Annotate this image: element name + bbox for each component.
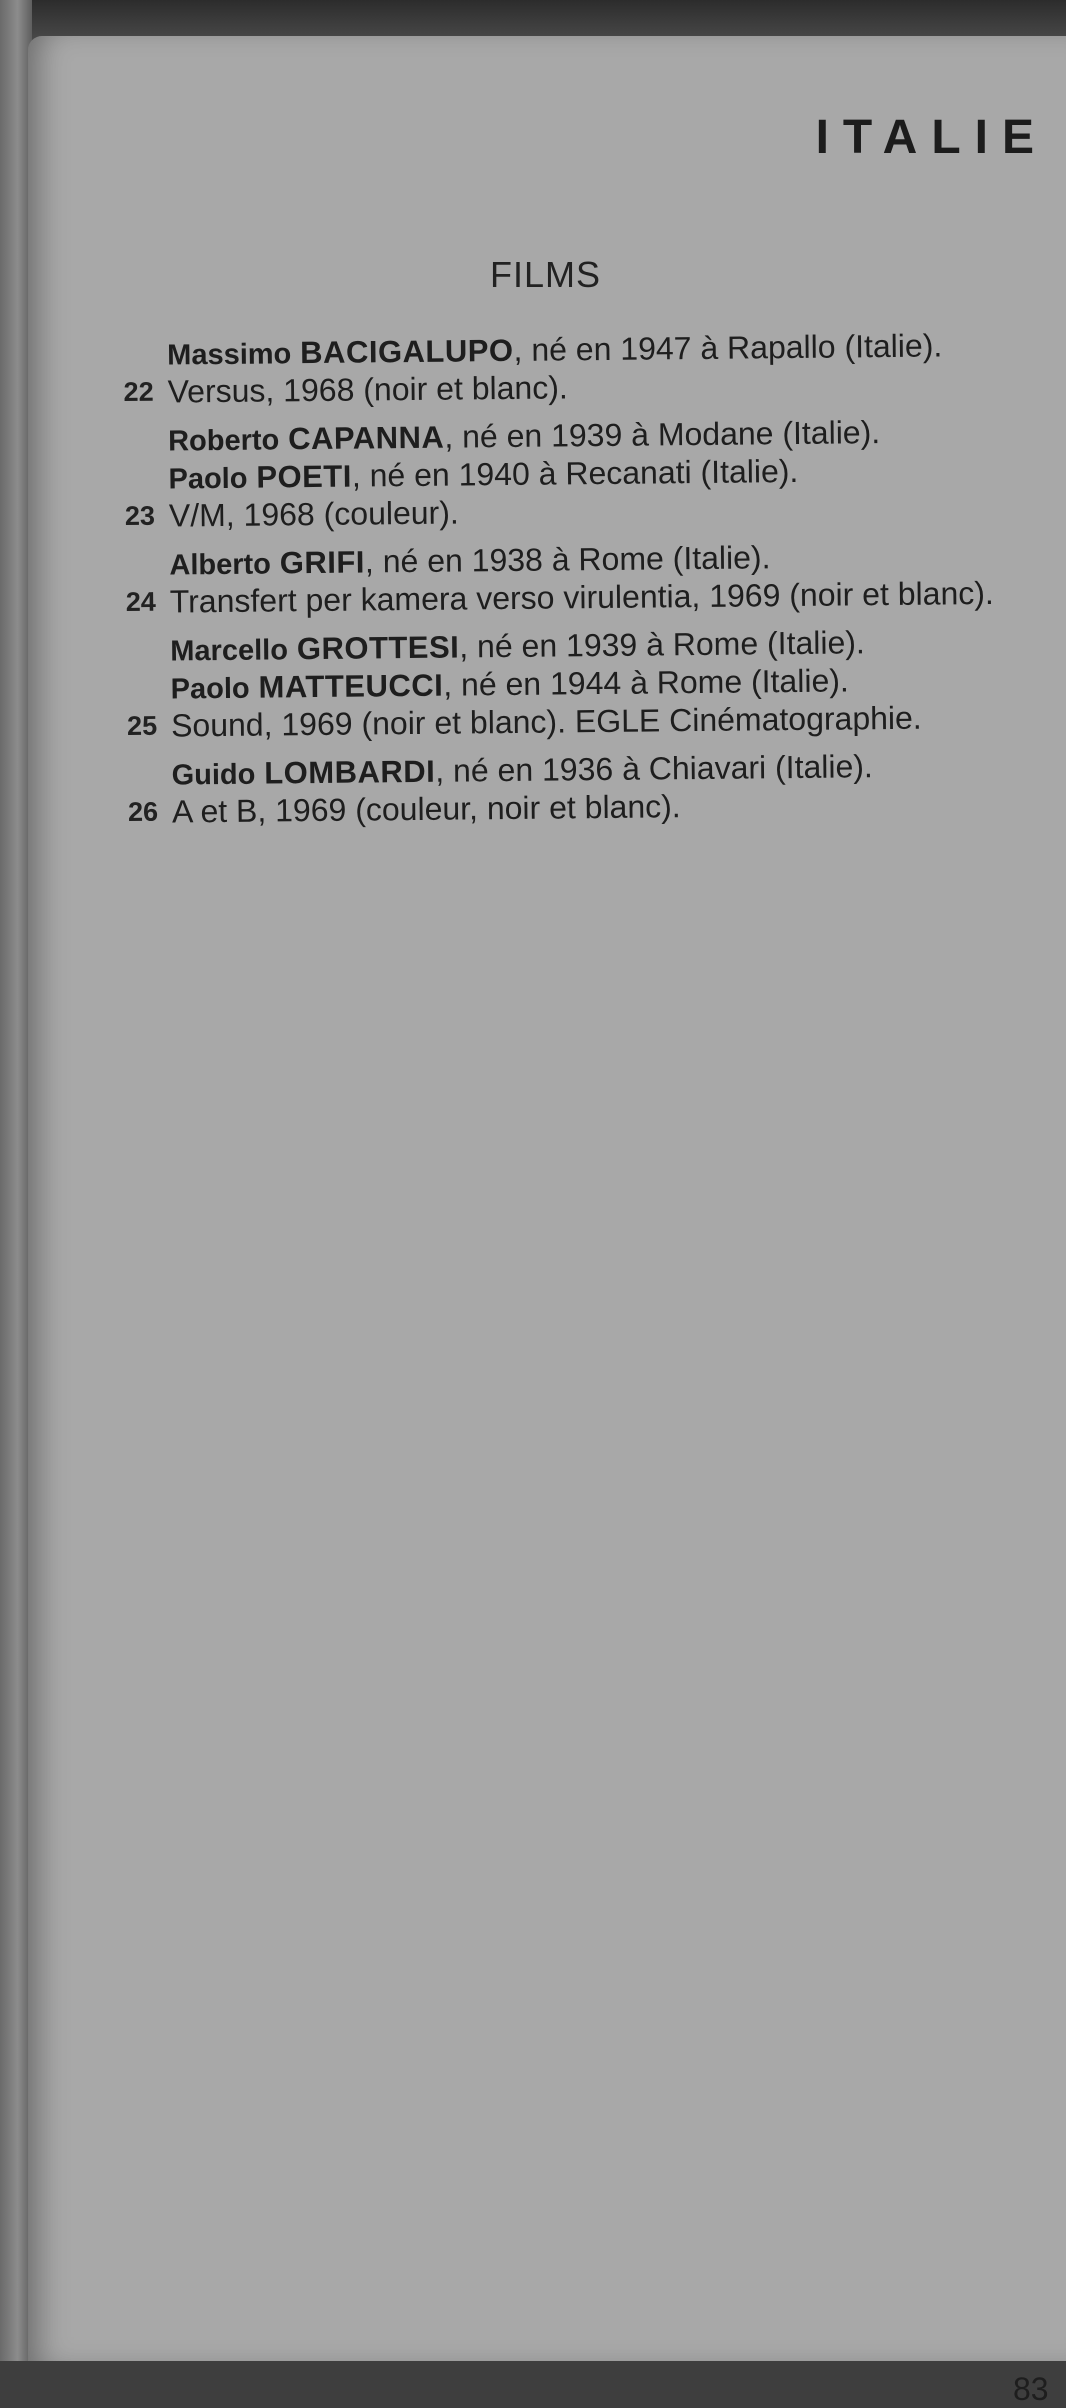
film-title: V/M, 1968 (couleur). (168, 494, 459, 534)
director-details: , né en 1940 à Recanati (Italie). (351, 452, 799, 494)
film-title: Versus, 1968 (noir et blanc). (167, 369, 568, 410)
section-title: ITALIE (815, 111, 1048, 164)
director-last-name: MATTEUCCI (258, 667, 444, 705)
director-last-name: LOMBARDI (264, 753, 436, 791)
director-last-name: POETI (256, 458, 353, 495)
film-title: Sound, 1969 (noir et blanc). EGLE Cinématographie. (170, 699, 922, 744)
director-last-name: CAPANNA (287, 419, 445, 457)
director-details: , né en 1939 à Rome (Italie). (459, 624, 866, 665)
page-number: 83 (1013, 2371, 1049, 2407)
director-last-name: GRIFI (279, 544, 366, 581)
director-first-name: Alberto (169, 548, 272, 582)
films-heading: FILMS (490, 254, 602, 295)
director-first-name: Guido (171, 758, 256, 792)
book-page (28, 36, 1066, 2407)
film-number: 24 (125, 586, 156, 617)
director-first-name: Roberto (167, 424, 280, 458)
director-first-name: Massimo (167, 338, 292, 372)
director-first-name: Paolo (170, 672, 250, 706)
film-number: 25 (126, 710, 158, 741)
filmography-list (123, 327, 1028, 830)
director-first-name: Marcello (170, 634, 289, 668)
film-number: 23 (124, 500, 156, 531)
director-details: , né en 1936 à Chiavari (Italie). (435, 748, 874, 789)
director-details: , né en 1938 à Rome (Italie). (364, 539, 771, 580)
film-number: 22 (123, 376, 154, 407)
director-first-name: Paolo (168, 462, 248, 496)
director-last-name: BACIGALUPO (300, 332, 514, 371)
director-last-name: GROTTESI (296, 629, 460, 667)
film-title: Transfert per kamera verso virulentia, 1969 (noir et blanc). (169, 574, 994, 620)
director-details: , né en 1939 à Modane (Italie). (444, 414, 881, 455)
director-details: , né en 1944 à Rome (Italie). (443, 662, 849, 703)
director-details: , né en 1947 à Rapallo (Italie). (513, 327, 943, 368)
film-number: 26 (127, 796, 159, 827)
film-title: A et B, 1969 (couleur, noir et blanc). (171, 788, 681, 830)
